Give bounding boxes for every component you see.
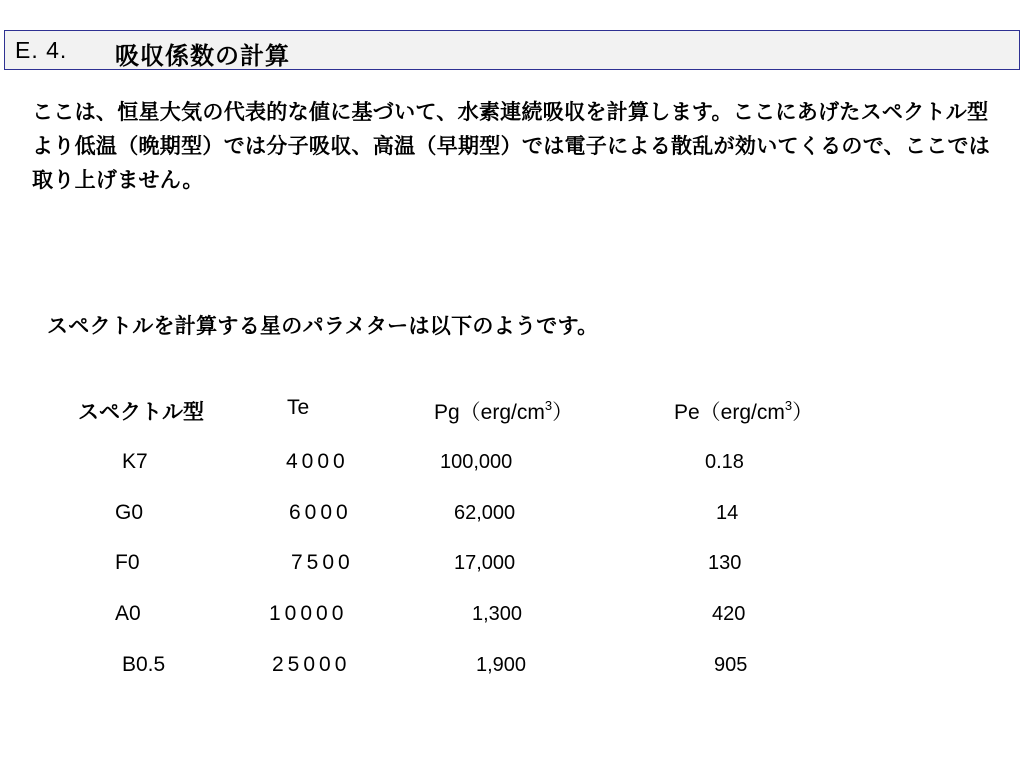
- intro-paragraph: ここは、恒星大気の代表的な値に基づいて、水素連続吸収を計算します。ここにあげたスペクトル型より低温（晩期型）では分子吸収、高温（早期型）では電子による散乱が効いてくるので、ここでは取り上げません。: [32, 100, 991, 192]
- section-number: E. 4.: [15, 37, 68, 63]
- cell-pg: 62,000: [454, 502, 516, 524]
- cell-te: 25000: [272, 653, 351, 676]
- cell-pg: 1,300: [472, 603, 523, 625]
- cell-pg: 1,900: [476, 654, 527, 676]
- cell-pe: 420: [712, 603, 746, 625]
- cell-spectral-type: K7: [122, 450, 148, 473]
- header-pg: $Pg(erg/cm^3)$: [434, 398, 574, 424]
- header-pe: $Pe(erg/cm^3)$: [674, 398, 814, 424]
- header-te: Te: [287, 396, 310, 419]
- cell-pe: 130: [708, 552, 742, 574]
- cell-pe: 0.18: [705, 451, 744, 473]
- section-title: 吸収係数の計算: [115, 42, 290, 70]
- cell-pg: 100,000: [440, 451, 513, 473]
- header-spectral-type: スペクトル型: [78, 400, 204, 424]
- section-title-bar: [4, 30, 1020, 70]
- cell-spectral-type: G0: [115, 501, 144, 524]
- cell-spectral-type: F0: [115, 551, 140, 574]
- cell-te: 6000: [289, 501, 352, 524]
- cell-te: 4000: [286, 450, 349, 473]
- cell-te: 10000: [269, 602, 348, 625]
- parameters-intro: スペクトルを計算する星のパラメターは以下のようです。: [47, 314, 599, 338]
- cell-spectral-type: A0: [115, 602, 141, 625]
- cell-spectral-type: B0.5: [122, 653, 166, 676]
- cell-pe: 905: [714, 654, 748, 676]
- cell-pe: 14: [716, 502, 739, 524]
- cell-pg: 17,000: [454, 552, 516, 574]
- cell-te: 7500: [291, 551, 354, 574]
